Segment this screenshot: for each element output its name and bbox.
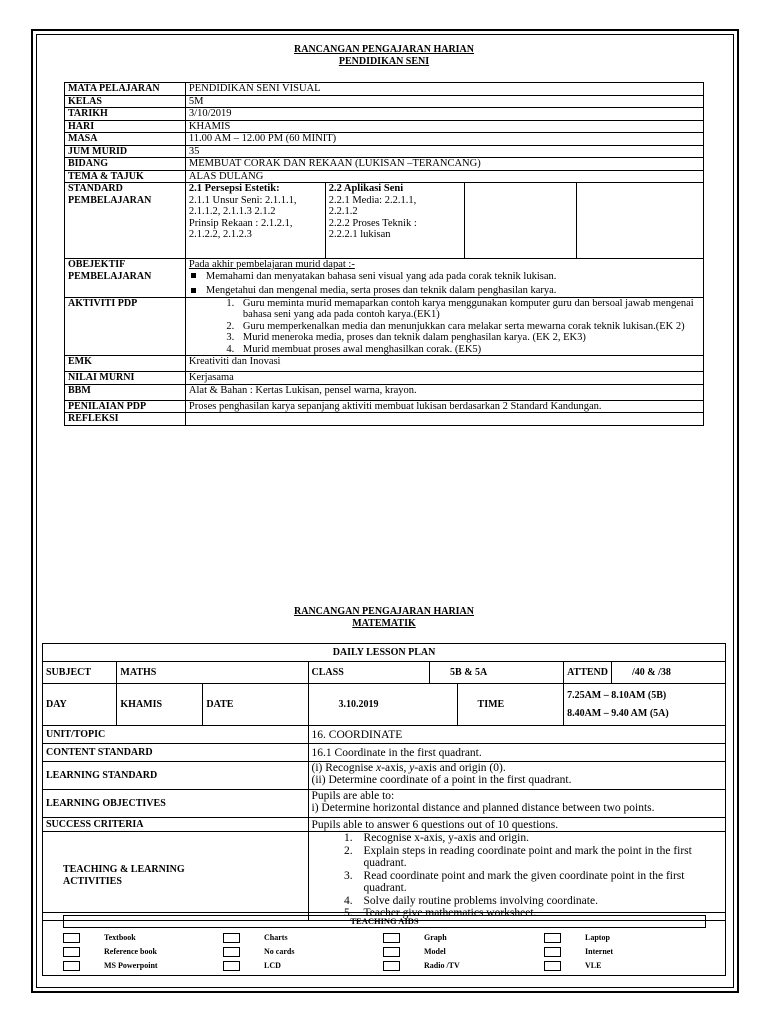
label-standard-line2: PEMBELAJARAN bbox=[68, 194, 152, 206]
label-nilai: NILAI MURNI bbox=[65, 372, 186, 385]
label-aktiviti: AKTIVITI PDP bbox=[65, 297, 186, 356]
value-teaching-learning bbox=[308, 832, 725, 921]
tla-item-4: 4. Solve daily routine problems involving coordinate. bbox=[356, 895, 722, 908]
label-jum-murid: JUM MURID bbox=[65, 145, 186, 158]
aid-label-lcd: LCD bbox=[264, 961, 281, 970]
rph1-subtitle: PENDIDIKAN SENI bbox=[338, 56, 430, 67]
value-masa: 11.00 AM – 12.00 PM (60 MINIT) bbox=[185, 133, 703, 146]
value-class: 5B & 5A bbox=[430, 662, 564, 684]
row-kelas bbox=[65, 95, 704, 108]
aktiviti-item-2: 2. Guru memperkenalkan media dan menunjukkan cara melakar serta mewarna corak teknik lukisan.(EK 2) bbox=[237, 321, 700, 333]
ls-i-post: -axis and origin (0). bbox=[414, 762, 506, 774]
label-teaching-learning-line1: TEACHING & LEARNING bbox=[63, 863, 185, 875]
tla-item-1: 1. Recognise x-axis, y-axis and origin. bbox=[356, 832, 722, 845]
value-objektif bbox=[185, 259, 703, 298]
label-objektif-line2: PEMBELAJARAN bbox=[68, 270, 152, 282]
objektif-bullet-2 bbox=[189, 285, 700, 297]
row-tema bbox=[65, 170, 704, 183]
label-learning-standard: LEARNING STANDARD bbox=[43, 762, 309, 790]
value-tema: ALAS DULANG bbox=[185, 170, 703, 183]
aktiviti-item-4: 4. Murid membuat proses awal menghasilkan corak. (EK5) bbox=[237, 344, 700, 356]
value-refleksi bbox=[185, 413, 703, 426]
value-time bbox=[564, 684, 726, 726]
label-kelas: KELAS bbox=[65, 95, 186, 108]
value-hari: KHAMIS bbox=[185, 120, 703, 133]
checkbox-no-cards[interactable] bbox=[223, 947, 240, 957]
rph2-title: RANCANGAN PENGAJARAN HARIAN bbox=[294, 606, 474, 617]
tla-item-2: 2. Explain steps in reading coordinate point and mark the point in the first quadrant. bbox=[356, 845, 722, 870]
value-learning-objectives bbox=[308, 790, 725, 818]
row-refleksi bbox=[65, 413, 704, 426]
value-aktiviti bbox=[185, 297, 703, 356]
label-hari: HARI bbox=[65, 120, 186, 133]
value-day: KHAMIS bbox=[117, 684, 203, 726]
aktiviti-item-3: 3. Murid meneroka media, proses dan teknik dalam penghasilan karya. (EK 2, EK3) bbox=[237, 332, 700, 344]
label-subject: SUBJECT bbox=[43, 662, 117, 684]
row-teaching-learning bbox=[43, 832, 726, 921]
standard-persepsi-line4: 2.1.2.2, 2.1.2.3 bbox=[188, 229, 252, 240]
label-success-criteria: SUCCESS CRITERIA bbox=[43, 818, 309, 832]
label-tarikh: TARIKH bbox=[65, 108, 186, 121]
label-objektif-line1: OBEJEKTIF bbox=[68, 259, 126, 270]
label-refleksi: REFLEKSI bbox=[65, 413, 186, 426]
aid-label-textbook: Textbook bbox=[104, 933, 136, 942]
aid-label-radio-tv: Radio /TV bbox=[424, 961, 460, 970]
label-penilaian: PENILAIAN PDP bbox=[65, 400, 186, 413]
value-attend: /40 & /38 bbox=[612, 662, 726, 684]
row-hari bbox=[65, 120, 704, 133]
row-subject bbox=[43, 662, 726, 684]
standard-col-empty2 bbox=[577, 183, 704, 259]
row-bbm bbox=[65, 384, 704, 400]
label-content-standard: CONTENT STANDARD bbox=[43, 744, 309, 762]
value-nilai: Kerjasama bbox=[185, 372, 703, 385]
ls-i-mid: -axis, bbox=[381, 762, 410, 774]
rph2-subtitle: MATEMATIK bbox=[352, 618, 416, 629]
row-jum-murid bbox=[65, 145, 704, 158]
value-success-criteria: Pupils able to answer 6 questions out of 10 questions. bbox=[308, 818, 725, 832]
label-mata-pelajaran: MATA PELAJARAN bbox=[65, 83, 186, 96]
row-standard bbox=[65, 183, 704, 259]
checkbox-reference-book[interactable] bbox=[63, 947, 80, 957]
value-emk: Kreativiti dan Inovasi bbox=[185, 356, 703, 372]
standard-persepsi-line2: 2.1.1.2, 2.1.1.3 2.1.2 bbox=[188, 206, 276, 217]
aid-label-graph: Graph bbox=[424, 933, 447, 942]
checkbox-model[interactable] bbox=[383, 947, 400, 957]
bullet-square-icon bbox=[191, 288, 196, 293]
standard-col-empty1 bbox=[465, 183, 577, 259]
bullet-square-icon bbox=[191, 273, 196, 278]
row-content-standard bbox=[43, 744, 726, 762]
standard-persepsi-line3: Prinsip Rekaan : 2.1.2.1, bbox=[188, 217, 293, 229]
label-day: DAY bbox=[43, 684, 117, 726]
value-learning-standard bbox=[308, 762, 725, 790]
standard-aplikasi-line2: 2.2.1.2 bbox=[328, 206, 358, 217]
aid-label-reference-book: Reference book bbox=[104, 947, 157, 956]
checkbox-graph[interactable] bbox=[383, 933, 400, 943]
row-aktiviti bbox=[65, 297, 704, 356]
aktiviti-item-1: 1. Guru meminta murid memaparkan contoh karya menggunakan komputer guru dan bersoal jawab mengenai bahasa seni yang ada pada contoh karya.(EK1) bbox=[237, 298, 700, 321]
checkbox-radio-tv[interactable] bbox=[383, 961, 400, 971]
standard-persepsi-line1: 2.1.1 Unsur Seni: 2.1.1.1, bbox=[188, 194, 297, 206]
row-objektif bbox=[65, 259, 704, 298]
row-learning-standard bbox=[43, 762, 726, 790]
row-masa bbox=[65, 133, 704, 146]
label-unit: UNIT/TOPIC bbox=[43, 726, 309, 744]
aktiviti-list bbox=[189, 298, 700, 356]
rph1-title: RANCANGAN PENGAJARAN HARIAN bbox=[294, 44, 474, 55]
learning-objectives-line1: Pupils are able to: bbox=[311, 790, 395, 802]
label-objektif bbox=[65, 259, 186, 298]
row-mata-pelajaran bbox=[65, 83, 704, 96]
checkbox-vle[interactable] bbox=[544, 961, 561, 971]
row-emk bbox=[65, 356, 704, 372]
label-teaching-learning bbox=[43, 832, 309, 921]
plan-title: DAILY LESSON PLAN bbox=[43, 644, 726, 662]
label-teaching-learning-line2: ACTIVITIES bbox=[63, 875, 122, 887]
value-bidang: MEMBUAT CORAK DAN REKAAN (LUKISAN –TERANCANG) bbox=[185, 158, 703, 171]
learning-standard-i bbox=[312, 762, 722, 774]
row-day bbox=[43, 684, 726, 726]
value-bbm: Alat & Bahan : Kertas Lukisan, pensel warna, krayon. bbox=[185, 384, 703, 400]
time-session-5a: 8.40AM – 9.40 AM (5A) bbox=[567, 707, 669, 719]
label-date: DATE bbox=[203, 684, 308, 726]
value-jum-murid: 35 bbox=[185, 145, 703, 158]
label-class: CLASS bbox=[308, 662, 430, 684]
checkbox-ms-powerpoint[interactable] bbox=[63, 961, 80, 971]
standard-aplikasi-line1: 2.2.1 Media: 2.2.1.1, bbox=[328, 194, 417, 206]
aid-label-ms-powerpoint: MS Powerpoint bbox=[104, 961, 158, 970]
label-bbm: BBM bbox=[65, 384, 186, 400]
aid-label-model: Model bbox=[424, 947, 446, 956]
value-content-standard: 16.1 Coordinate in the first quadrant. bbox=[308, 744, 725, 762]
daily-lesson-plan-table bbox=[42, 643, 726, 921]
label-bidang: BIDANG bbox=[65, 158, 186, 171]
label-masa: MASA bbox=[65, 133, 186, 146]
learning-objectives-line2: i) Determine horizontal distance and planned distance between two points. bbox=[311, 802, 655, 814]
label-tema: TEMA & TAJUK bbox=[65, 170, 186, 183]
checkbox-internet[interactable] bbox=[544, 947, 561, 957]
standard-col-aplikasi bbox=[325, 183, 465, 259]
learning-standard-ii: (ii) Determine coordinate of a point in the first quadrant. bbox=[311, 774, 572, 786]
label-standard-line1: STANDARD bbox=[68, 183, 123, 194]
time-session-5b: 7.25AM – 8.10AM (5B) bbox=[567, 689, 667, 701]
aid-label-no-cards: No cards bbox=[264, 947, 295, 956]
tla-item-3: 3. Read coordinate point and mark the given coordinate point in the first quadrant. bbox=[356, 870, 722, 895]
label-time: TIME bbox=[457, 684, 564, 726]
teaching-learning-list bbox=[312, 832, 722, 920]
row-nilai bbox=[65, 372, 704, 385]
tla-item-5: 5. Teacher give mathematics worksheet. bbox=[356, 907, 722, 920]
checkbox-charts[interactable] bbox=[223, 933, 240, 943]
row-tarikh bbox=[65, 108, 704, 121]
standard-aplikasi-line3: 2.2.2 Proses Teknik : bbox=[328, 217, 417, 229]
row-unit bbox=[43, 726, 726, 744]
value-tarikh: 3/10/2019 bbox=[185, 108, 703, 121]
checkbox-lcd[interactable] bbox=[223, 961, 240, 971]
standard-col-persepsi bbox=[185, 183, 325, 259]
aid-label-charts: Charts bbox=[264, 933, 288, 942]
row-learning-objectives bbox=[43, 790, 726, 818]
ls-i-y: y bbox=[409, 762, 415, 774]
ls-i-x: x bbox=[376, 762, 382, 774]
row-success-criteria bbox=[43, 818, 726, 832]
objektif-bullet-2-text: Mengetahui dan mengenal media, serta proses dan teknik dalam penghasilan karya. bbox=[205, 285, 557, 296]
row-plan-title bbox=[43, 644, 726, 662]
value-penilaian: Proses penghasilan karya sepanjang aktiviti membuat lukisan berdasarkan 2 Standard Kandungan. bbox=[185, 400, 703, 413]
standard-aplikasi-heading: 2.2 Aplikasi Seni bbox=[328, 183, 404, 194]
label-emk: EMK bbox=[65, 356, 186, 372]
objektif-bullet-1-text: Memahami dan menyatakan bahasa seni visual yang ada pada corak teknik lukisan. bbox=[205, 270, 557, 282]
label-standard bbox=[65, 183, 186, 259]
ls-i-text: (i) Recognise bbox=[311, 762, 377, 774]
value-date: 3.10.2019 bbox=[308, 684, 457, 726]
standard-persepsi-heading: 2.1 Persepsi Estetik: bbox=[188, 183, 280, 194]
standard-aplikasi-line4: 2.2.2.1 lukisan bbox=[328, 229, 391, 240]
checkbox-laptop[interactable] bbox=[544, 933, 561, 943]
label-learning-objectives: LEARNING OBJECTIVES bbox=[43, 790, 309, 818]
value-unit: 16. COORDINATE bbox=[308, 726, 725, 744]
row-penilaian bbox=[65, 400, 704, 413]
aid-label-vle: VLE bbox=[585, 961, 602, 970]
value-kelas: 5M bbox=[185, 95, 703, 108]
objektif-intro: Pada akhir pembelajaran murid dapat :- bbox=[188, 259, 355, 270]
label-attend: ATTEND bbox=[564, 662, 612, 684]
value-subject: MATHS bbox=[117, 662, 308, 684]
value-mata-pelajaran: PENDIDIKAN SENI VISUAL bbox=[185, 83, 703, 96]
checkbox-textbook[interactable] bbox=[63, 933, 80, 943]
aid-label-laptop: Laptop bbox=[585, 933, 610, 942]
aid-label-internet: Internet bbox=[585, 947, 613, 956]
teaching-aids-title: TEACHING AIDS bbox=[63, 915, 706, 928]
objektif-bullet-1 bbox=[189, 271, 700, 283]
row-bidang bbox=[65, 158, 704, 171]
rph-seni-table bbox=[64, 82, 704, 426]
